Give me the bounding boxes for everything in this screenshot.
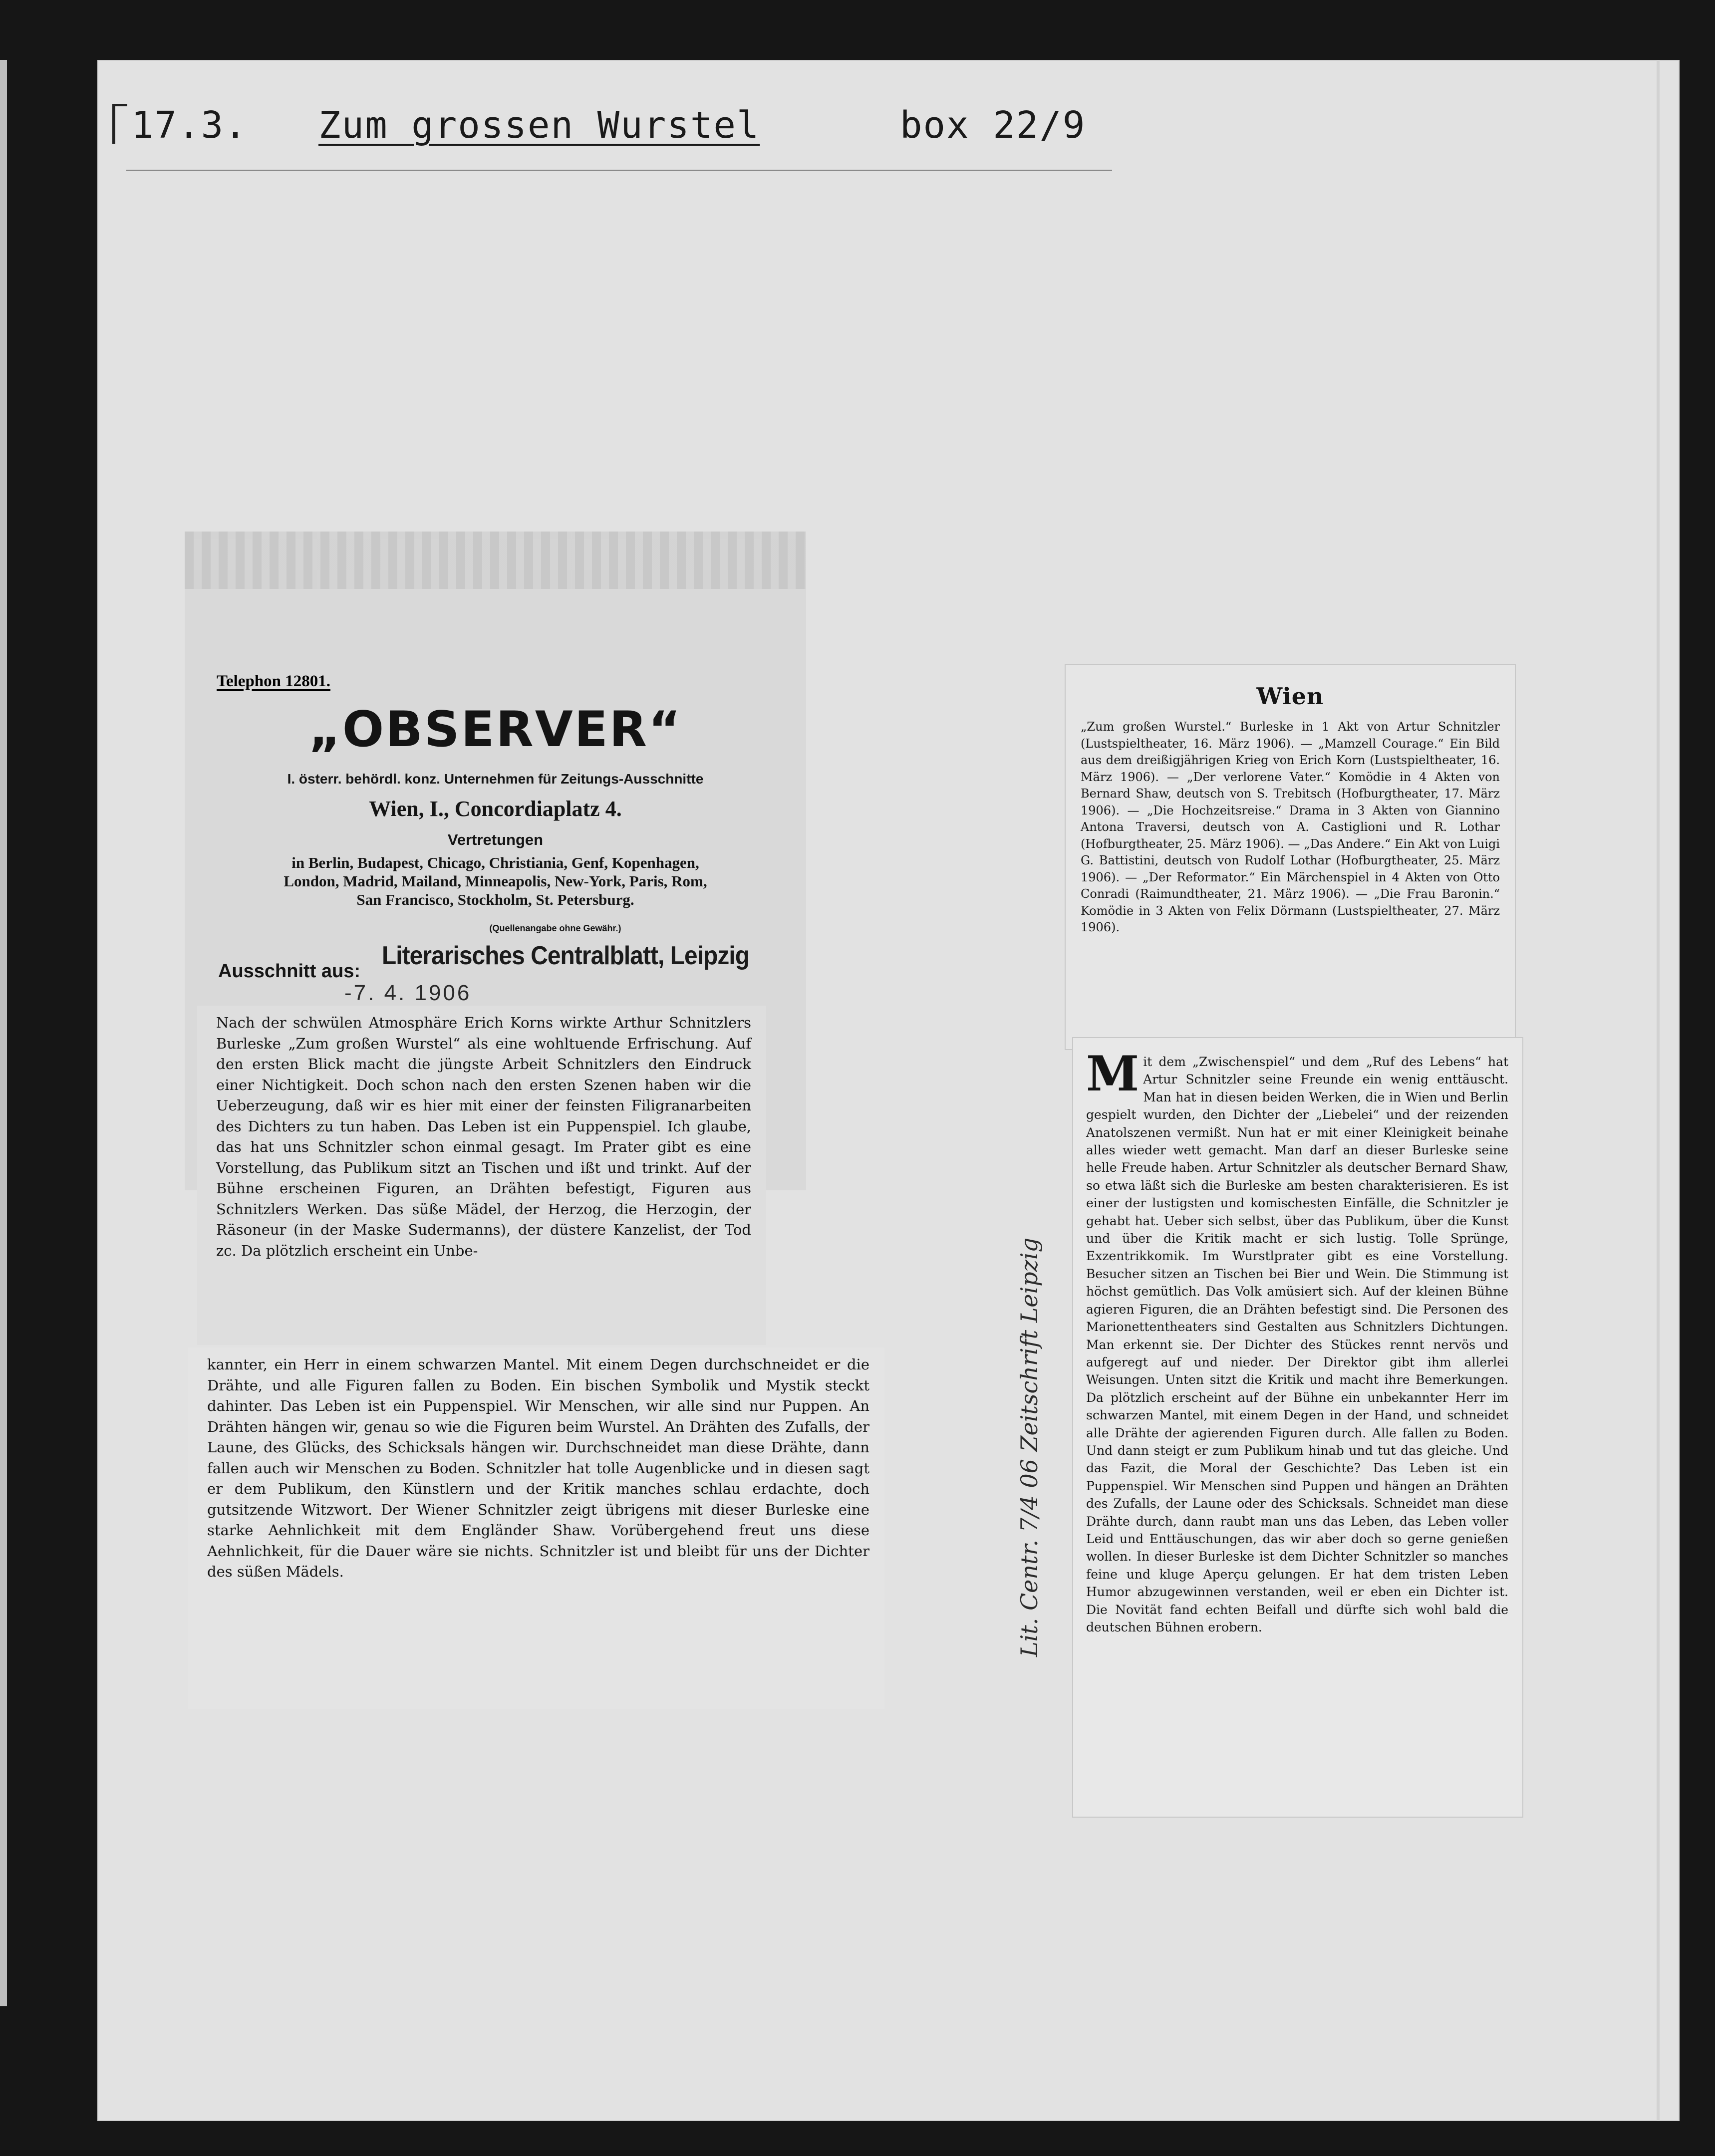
observer-note: (Quellenangabe ohne Gewähr.)	[489, 923, 621, 933]
folder-header	[126, 104, 1184, 179]
review-clipping	[1073, 1038, 1522, 1817]
archive-sheet	[97, 60, 1680, 2121]
corner-mark-h	[112, 104, 127, 106]
item-title: Zum grossen Wurstel	[318, 104, 760, 147]
observer-title: „OBSERVER“	[308, 701, 682, 758]
city-line: San Francisco, Stockholm, St. Petersburg.	[356, 891, 634, 908]
date-stamp: -7. 4. 1906	[344, 981, 472, 1005]
article-text: Nach der schwülen Atmosphäre Erich Korns wirkte Arthur Schnitzlers Burleske „Zum großen Wurstel“ als eine wohltuende Erfrischung. Auf den ersten Blick macht die jüngste Arbeit Schnitzlers den Eindruck einer Nichtigkeit. Doch schon nach den ersten Szenen haben wir die Ueberzeugung, daß wir es hier mit einer der feinsten Filigranarbeiten des Dichters zu tun haben. Das Leben ist ein Puppenspiel. Ich glaube, das hat uns Schnitzler schon einmal gesagt. Im Prater gibt es eine Vorstellung, das Publikum sitzt an Tischen und ißt und trinkt. Auf der Bühne erscheinen Figuren, an Drähten befestigt, Figuren aus Schnitzlers Werken. Das süße Mädel, der Herzog, die Herzogin, der Räsoneur (in der Maske Sudermanns), der düstere Kanzelist, der Tod zc. Da plötzlich erscheint ein Unbe-	[216, 1014, 751, 1259]
city-line: London, Madrid, Mailand, Minneapolis, New-York, Paris, Rom,	[284, 872, 707, 890]
observer-subtitle: I. österr. behördl. konz. Unternehmen für Zeitungs-Ausschnitte	[287, 771, 704, 787]
observer-cities	[185, 853, 806, 909]
box-number: box 22/9	[900, 104, 1086, 147]
sheet-fold	[1657, 60, 1660, 2121]
source-stamp: Literarisches Centralblatt, Leipzig	[382, 941, 750, 970]
corner-mark	[112, 104, 115, 144]
wien-title: Wien	[1256, 683, 1324, 710]
wien-body: „Zum großen Wurstel.“ Burleske in 1 Akt von Artur Schnitzler (Lustspieltheater, 16. März 1906). — „Mamzell Courage.“ Ein Bild aus dem dreißigjährigen Krieg von Erich Korn (Lustspieltheater, 16. März 1906). — „Der verlorene Vater.“ Komödie in 4 Akten von Bernard Shaw, deutsch von S. Trebitsch (Hofburgtheater, 17. März 1906). — „Die Hochzeitsreise.“ Drama in 3 Akten von Giannino Antona Traversi, deutsch von A. Castiglioni und R. Lothar (Hofburgtheater, 25. März 1906). — „Das Andere.“ Ein Akt von Luigi G. Battistini, deutsch von Rudolf Lothar (Hofburgtheater, 25. März 1906). — „Der Reformator.“ Ein Märchenspiel in 4 Akten von Otto Conradi (Raimundtheater, 21. März 1906). — „Die Frau Baronin.“ Komödie in 3 Akten von Felix Dörmann (Lustspieltheater, 27. März 1906).	[1081, 720, 1500, 934]
article-left-part1	[197, 1006, 766, 1345]
city-line: in Berlin, Budapest, Chicago, Christiania, Genf, Kopenhagen,	[291, 854, 699, 871]
review-text-block	[1086, 1046, 1508, 1636]
ausschnitt-label: Ausschnitt aus:	[218, 961, 361, 982]
observer-address: Wien, I., Concordiaplatz 4.	[369, 797, 622, 821]
telephone-line: Telephon 12801.	[217, 672, 331, 690]
wien-clipping	[1066, 665, 1515, 1049]
item-number: 17.3.	[131, 104, 248, 147]
dropcap: M	[1086, 1046, 1140, 1102]
header-rule	[126, 170, 1112, 171]
faded-stamp	[185, 532, 806, 589]
review-body: it dem „Zwischenspiel“ und dem „Ruf des Lebens“ hat Artur Schnitzler seine Freunde ein wenig enttäuscht. Man hat in diesen beiden Werken, die in Wien und Berlin gespielt wurden, den Dichter der „Liebelei“ und der reizenden Anatolszenen vermißt. Nun hat er mit einer Kleinigkeit beinahe alles wieder wett gemacht. Man darf an dieser Burleske seine helle Freude haben. Artur Schnitzler als deutscher Bernard Shaw, so etwa läßt sich die Burleske am besten charakterisieren. Es ist einer der lustigsten und komischesten Einfälle, die Schnitzler je gehabt hat. Ueber sich selbst, über das Publikum, über die Kunst und über die Kritik macht er sich lustig. Tolle Sprünge, Exzentrikkomik. Im Wurstlprater gibt es eine Vorstellung. Besucher sitzen an Tischen bei Bier und Wein. Die Stimmung ist höchst gemütlich. Das Volk amüsiert sich. Auf der kleinen Bühne agieren Figuren, die an Drähten befestigt sind. Die Personen des Marionettentheaters sind Gestalten aus Schnitzlers Dichtungen. Man erkennt sie. Der Dichter des Stückes rennt nervös und aufgeregt auf und nieder. Der Direktor gibt ihm allerlei Weisungen. Unten sitzt die Kritik und macht ihre Bemerkungen. Da plötzlich erscheint auf der Bühne ein unbekannter Herr im schwarzen Mantel, mit einem Degen in der Hand, und schneidet alle Drähte der agierenden Figuren durch. Alle fallen zu Boden. Und dann steigt er zum Publikum hinab und tut das gleiche. Und das Fazit, die Moral der Geschichte? Das Leben ist ein Puppenspiel. Wir Menschen sind Puppen und hängen an Drähten des Zufalls, der Laune oder des Schicksals. Schneidet man diese Drähte durch, dann raubt man uns das Leben, das Leben voller Leid und Enttäuschungen, das wir aber doch so gerne genießen wollen. In dieser Burleske ist dem Dichter Schnitzler so manches feine und kluge Aperçu gelungen. Er hat dem tristen Leben Humor abzugewinnen verstanden, weil er eben ein Dichter ist. Die Novität fand echten Beifall und dürfte sich wohl bald die deutschen Bühnen erobern.	[1086, 1055, 1508, 1634]
adjacent-page-edge	[0, 60, 7, 2006]
article-left-part2	[188, 1348, 884, 1709]
observer-vertretungen: Vertretungen	[447, 831, 544, 848]
handwritten-margin-note: Lit. Centr. 7/4 06 Zeitschrift Leipzig	[1016, 1237, 1043, 1657]
article-text: kannter, ein Herr in einem schwarzen Mantel. Mit einem Degen durchschneidet er die Drähte, und alle Figuren fallen zu Boden. Ein bischen Symbolik und Mystik steckt dahinter. Das Leben ist ein Puppenspiel. Wir Menschen, wir alle sind nur Puppen. An Drähten hängen wir, genau so wie die Figuren beim Wurstel. An Drähten des Zufalls, der Laune, des Glücks, des Schicksals hängen wir. Durchschneidet man diese Drähte, dann fallen auch wir Menschen zu Boden. Schnitzler hat tolle Augenblicke und in diesen sagt er dem Publikum, den Künstlern und der Kritik manches schlau erdachte, doch gutsitzende Witzwort. Der Wiener Schnitzler zeigt übrigens mit dieser Burleske eine starke Aehnlichkeit mit dem Engländer Shaw. Vorübergehend freut uns diese Aehnlichkeit, für die Dauer wäre sie nichts. Schnitzler ist und bleibt für uns der Dichter des süßen Mädels.	[207, 1356, 869, 1580]
